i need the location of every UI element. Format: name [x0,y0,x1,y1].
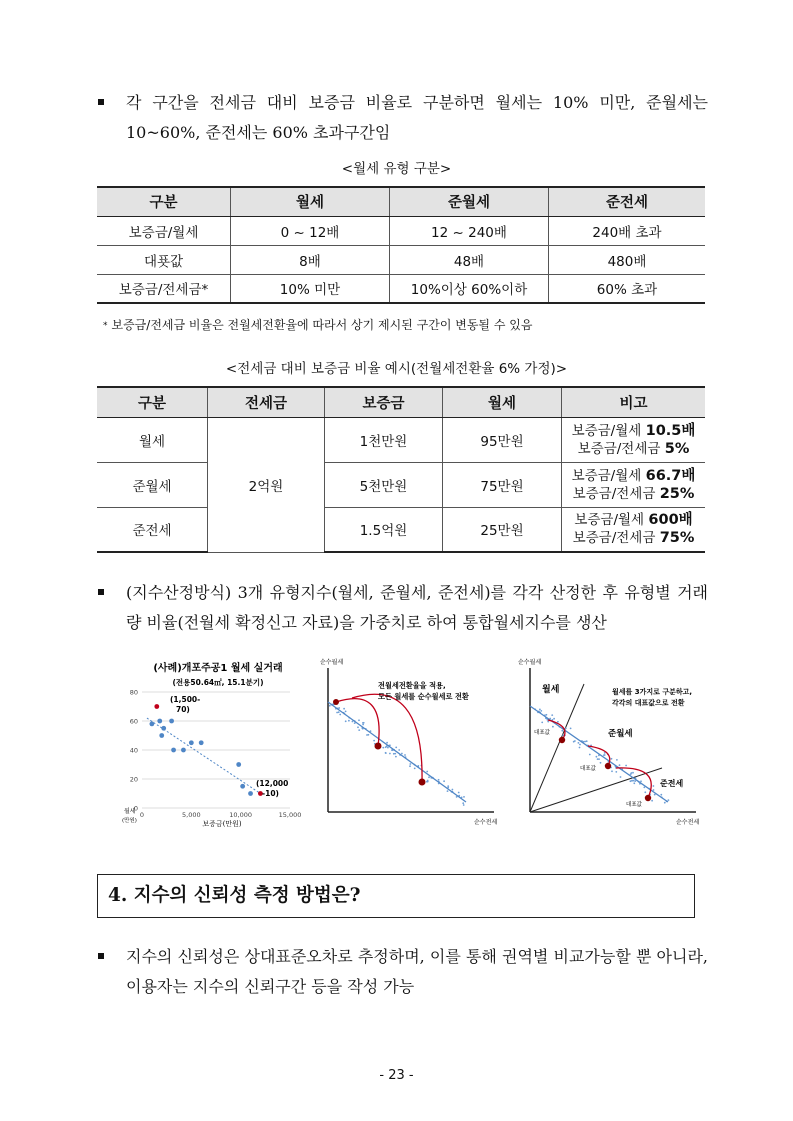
fig1-data-point [169,719,174,724]
fig3-rep-point [645,795,651,801]
bullet-text: (지수산정방식) 3개 유형지수(월세, 준월세, 준전세)를 각각 산정한 후 유형별 거래량 비율(전월세 확정신고 자료)을 가중치로 하여 통합월세지수를 생산 [126,583,708,632]
diagram-dot [329,705,331,707]
diagram-dot [339,714,341,716]
fig3-rep-point [605,763,611,769]
fig1-label-high-line: 70) [176,705,190,714]
diagram-dot [401,753,403,755]
diagram-dot [357,726,359,728]
diagram-dot [586,740,588,742]
diagram-dot [611,770,613,772]
fig2-regression-line [328,702,466,802]
diagram-dot [338,707,340,709]
fig3-rep-point [559,737,565,743]
diagram-dot [463,804,465,806]
diagram-dot [633,782,635,784]
scatter-chart [118,656,303,830]
memo-value: 66.7배 [645,467,696,484]
classification-diagram [512,656,704,830]
diagram-dot [668,799,670,801]
diagram-dot [565,728,567,730]
table-row [97,274,705,303]
fig3-ylabel: 순수월세 [518,659,542,666]
diagram-dot [462,802,464,804]
fig3-rep-label: 대표값 [580,766,596,772]
page-number: - 23 - [379,1068,414,1083]
diagram-dot [428,776,430,778]
diagram-dot [386,742,388,744]
table-cell: 240배 초과 [549,216,706,245]
diagram-dot [336,712,338,714]
fig2-converted-point [375,743,382,750]
diagram-dot [557,721,559,723]
fig1-data-point [159,733,164,738]
diagram-dot [634,780,636,782]
fig1-xtick-label: 15,000 [278,811,302,819]
fig1-data-point [240,784,245,789]
table1-header: 준전세 [549,187,706,216]
diagram-dot [584,741,586,743]
diagram-dot [640,780,642,782]
diagram-dot [438,779,440,781]
table1-header: 준월세 [390,187,549,216]
fig1-ytick-label: 60 [129,717,138,726]
fig3-boundary-line [530,684,584,812]
fig1-data-point [161,726,166,731]
memo-cell [562,417,706,462]
table-cell: 1.5억원 [325,507,443,552]
jeonse-cell: 2억원 [208,417,325,552]
footnote-text: 보증금/전세금 비율은 전월세전환율에 따라서 상기 제시된 구간이 변동될 수 있음 [111,318,533,332]
table-cell: 0 ~ 12배 [231,216,390,245]
fig1-data-point [189,740,194,745]
table-cell: 8배 [231,245,390,274]
table-cell: 25만원 [443,507,562,552]
table-cell: 월세 [97,417,208,462]
table-cell: 준월세 [97,462,208,507]
diagram-dot [409,765,411,767]
memo-label: 보증금/월세 [571,422,642,439]
diagram-dot [619,764,621,766]
diagram-dot [600,762,602,764]
fig2-xlabel: 순수전세 [474,819,498,826]
fig2-arrow-arc [336,699,379,746]
table2-caption: <전세금 대비 보증금 비율 예시(전월세전환율 6% 가정)> [225,361,568,377]
fig3-label-wolse: 월세 [542,685,560,695]
fig1-data-point [181,748,186,753]
diagram-dot [553,718,555,720]
fig3-note-line2: 각각의 대표값으로 전환 [612,699,685,707]
diagram-dot [630,780,632,782]
fig3-xlabel: 순수전세 [676,819,700,826]
diagram-dot [393,753,395,755]
diagram-dot [358,719,360,721]
memo-value: 10.5배 [645,422,696,439]
fig3-label-junjeonse: 준전세 [660,779,684,788]
bullet-square-icon [98,589,104,595]
fig2-ylabel: 순수월세 [320,659,344,666]
memo-label: 보증금/전세금 [572,485,656,502]
diagram-dot [385,752,387,754]
diagram-dot [664,802,666,804]
diagram-dot [443,780,445,782]
memo-cell [562,462,706,507]
rent-type-table [97,186,705,304]
bullet-index-method [108,578,708,638]
diagram-dot [458,792,460,794]
fig3-label-junwolse: 준월세 [608,729,633,739]
bullet-text: 지수의 신뢰성은 상대표준오차로 추정하며, 이를 통해 권역별 비교가능할 뿐 아니라, 이용자는 지수의 신뢰구간 등을 작성 가능 [126,947,708,996]
diagram-dot [345,720,347,722]
diagram-dot [573,741,575,743]
deposit-ratio-table [97,386,705,553]
memo-label: 보증금/월세 [574,512,645,529]
table-cell: 1천만원 [325,417,443,462]
diagram-dot [358,729,360,731]
table1-header: 월세 [231,187,390,216]
table-cell: 10%이상 60%이하 [390,274,549,303]
diagram-dot [343,708,345,710]
memo-value: 75% [659,530,695,547]
diagram-dot [632,772,634,774]
fig1-label-high [170,695,200,714]
bullet-type-division [108,88,708,148]
diagram-dot [631,780,633,782]
memo-value: 600배 [648,512,693,529]
memo-label: 보증금/전세금 [572,530,656,547]
diagram-dot [552,726,554,728]
table-cell: 12 ~ 240배 [390,216,549,245]
diagram-dot [611,758,613,760]
diagram-dot [653,789,655,791]
memo-cell [562,507,706,552]
diagram-dot [404,754,406,756]
diagram-dot [539,709,541,711]
fig2-converted-point [419,779,426,786]
fig2-scatter-dots [329,703,465,806]
diagram-dot [362,724,364,726]
diagram-dot [348,720,350,722]
diagram-dot [345,711,347,713]
diagram-dot [561,730,563,732]
fig1-subtitle: (전용50.64㎡, 15.1분기) [172,678,264,687]
diagram-dot [447,790,449,792]
diagram-dot [615,771,617,773]
table-cell: 95만원 [443,417,562,462]
table1-caption: <월세 유형 구분> [341,161,452,177]
memo-value: 25% [659,485,695,502]
table-cell: 480배 [549,245,706,274]
diagram-dot [625,765,627,767]
memo-label: 보증금/전세금 [577,440,661,457]
fig2-note-line2: 모든 월세를 순수월세로 전환 [378,692,469,701]
diagram-dot [463,796,465,798]
fig1-ytick-label: 20 [129,775,138,784]
fig3-rep-label: 대표값 [626,802,642,808]
fig1-yunit: (만원) [122,818,137,824]
fig1-data-point [171,748,176,753]
figure-conversion [316,656,502,830]
table-row [97,507,705,552]
table-cell: 보증금/전세금* [97,274,231,303]
diagram-dot [414,768,416,770]
diagram-dot [604,754,606,756]
memo-label: 보증금/월세 [571,467,642,484]
diagram-dot [427,780,429,782]
diagram-dot [570,728,572,730]
memo-value: 5% [664,440,690,457]
fig3-rep-label: 대표값 [534,730,550,736]
table-cell: 60% 초과 [549,274,706,303]
figure-scatter-example [118,656,303,830]
table-cell: 10% 미만 [231,274,390,303]
diagram-dot [426,771,428,773]
table-cell: 48배 [390,245,549,274]
diagram-dot [366,734,368,736]
fig1-ytick-label: 40 [129,746,138,755]
table2-header: 월세 [443,387,562,417]
conversion-diagram [316,656,502,830]
diagram-dot [373,740,375,742]
table2-header: 전세금 [208,387,325,417]
fig1-data-point [199,740,204,745]
fig2-arrow-arc [352,694,422,782]
diagram-dot [551,714,553,716]
diagram-dot [382,747,384,749]
fig1-data-point [157,719,162,724]
bullet-square-icon [98,99,104,105]
diagram-dot [395,747,397,749]
fig3-note-line1: 월세를 3가지로 구분하고, [612,688,693,696]
table1-footnote [103,316,532,333]
fig1-ytick-label: 0 [133,804,138,813]
fig1-xlabel: 보증금(만원) [202,820,242,828]
table-cell: 75만원 [443,462,562,507]
fig1-data-point [149,722,154,727]
table-row [97,462,705,507]
table2-header: 구분 [97,387,208,417]
diagram-dot [387,747,389,749]
diagram-dot [578,742,580,744]
table2-header: 비고 [562,387,706,417]
diagram-dot [389,753,391,755]
diagram-dot [452,789,454,791]
diagram-dot [653,785,655,787]
fig2-original-point [333,699,339,705]
diagram-dot [395,756,397,758]
diagram-dot [579,744,581,746]
fig1-ylabel: 월세 [124,808,136,815]
table-row [97,417,705,462]
fig1-data-point [154,704,159,709]
diagram-dot [363,722,365,724]
footnote-mark: * [103,321,108,331]
diagram-dot [620,776,622,778]
bullet-reliability [108,942,708,1002]
fig1-title: (사례)개포주공1 월세 실거래 [153,663,283,674]
diagram-dot [540,710,542,712]
diagram-dot [547,721,549,723]
fig1-xtick-label: 0 [139,811,145,819]
table-cell: 준전세 [97,507,208,552]
fig1-data-point [248,791,253,796]
fig3-boundary-line [530,768,662,812]
diagram-dot [616,759,618,761]
table-cell: 대푯값 [97,245,231,274]
fig1-label-low-line: (12,000 [256,779,289,788]
bullet-square-icon [98,953,104,959]
diagram-dot [409,763,411,765]
fig1-label-low-line: -10) [262,789,279,798]
diagram-dot [385,746,387,748]
diagram-dot [597,758,599,760]
fig2-note-line1: 전월세전환율을 적용, [378,681,446,690]
diagram-dot [541,722,543,724]
fig1-ytick-label: 80 [129,688,138,697]
diagram-dot [630,773,632,775]
table1-header: 구분 [97,187,231,216]
fig1-data-point [236,762,241,767]
diagram-dot [651,800,653,802]
diagram-dot [398,749,400,751]
diagram-dot [338,711,340,713]
diagram-dot [596,756,598,758]
table-row [97,245,705,274]
table-cell: 5천만원 [325,462,443,507]
table2-header: 보증금 [325,387,443,417]
bullet-text: 각 구간을 전세금 대비 보증금 비율로 구분하면 월세는 10% 미만, 준월세는 10~60%, 준전세는 60% 초과구간임 [126,93,708,142]
fig1-label-high-line: (1,500- [170,695,201,704]
diagram-dot [643,787,645,789]
section-heading: 4. 지수의 신뢰성 측정 방법은? [97,874,695,918]
fig1-xtick-label: 5,000 [182,811,201,819]
figure-classification [512,656,704,830]
fig1-xtick-label: 10,000 [229,811,253,819]
diagram-dot [660,794,662,796]
table-row [97,216,705,245]
diagram-dot [579,747,581,749]
table-cell: 보증금/월세 [97,216,231,245]
diagram-dot [447,785,449,787]
diagram-dot [589,754,591,756]
diagram-dot [644,791,646,793]
